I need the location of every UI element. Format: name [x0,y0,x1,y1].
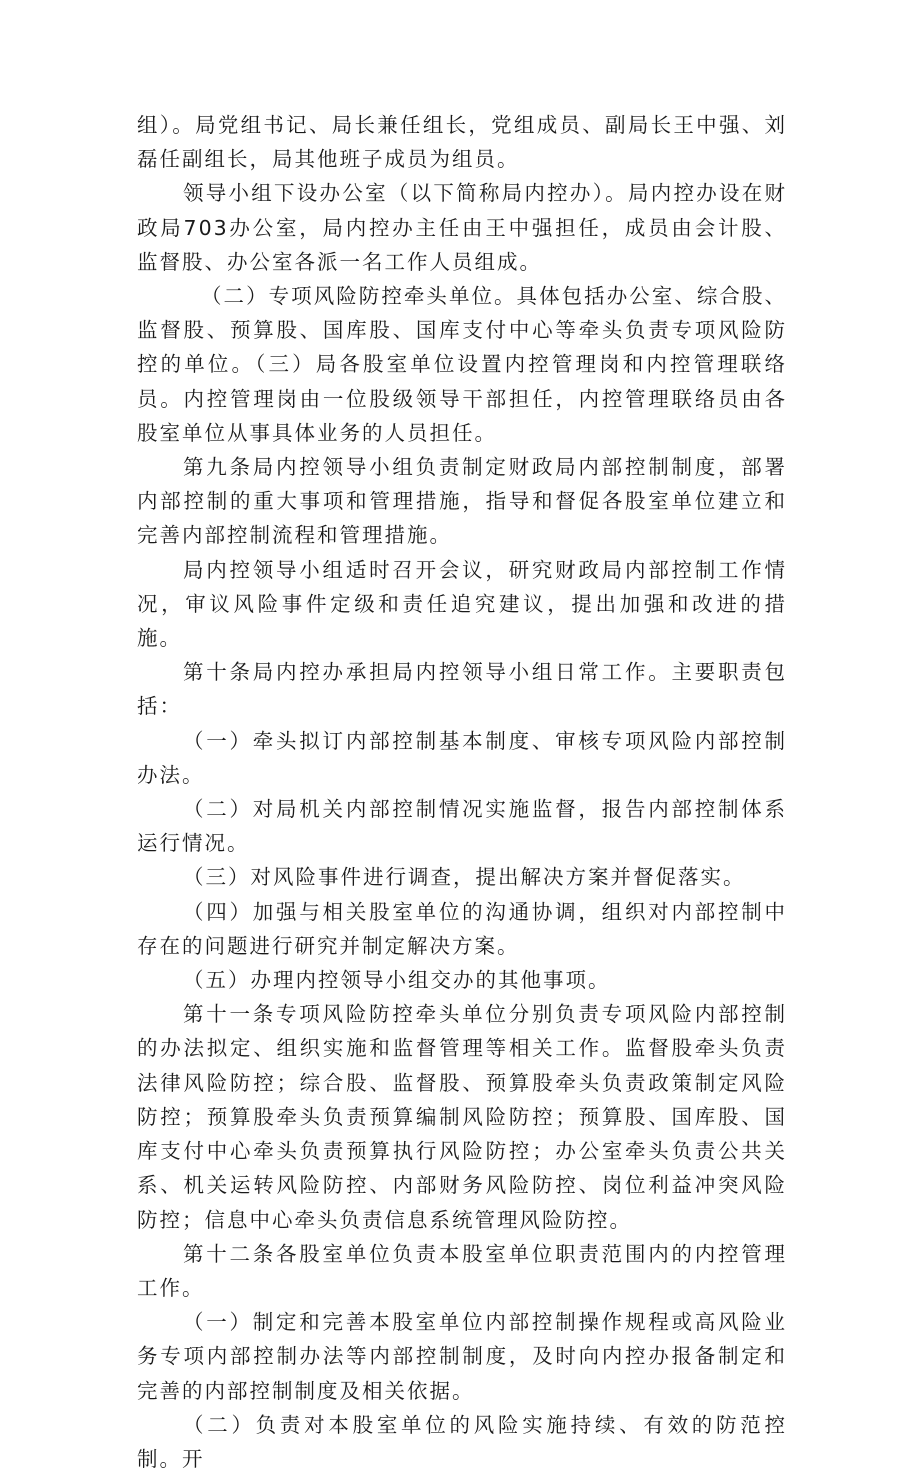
paragraph-article-10: 第十条局内控办承担局内控领导小组日常工作。主要职责包括： [137,660,787,719]
paragraph-duty-5: （五）办理内控领导小组交办的其他事项。 [183,968,611,993]
paragraph-duty-3: （三）对风险事件进行调查，提出解决方案并督促落实。 [183,865,746,890]
paragraph-duty-4: （四）加强与相关股室单位的沟通协调，组织对内部控制中存在的问题进行研究并制定解决方案。 [137,899,787,958]
paragraph-article-11: 第十一条专项风险防控牵头单位分别负责专项风险内部控制的办法拟定、组织实施和监督管理等相关工作。监督股牵头负责法律风险防控；综合股、监督股、预算股牵头负责政策制定风险防控；预算股牵头负责预算编制风险防控；预算股、国库股、国库支付中心牵头负责预算执行风险防控；办公室牵头负责公共关系、机关运转风险防控、内部财务风险防控、岗位利益冲突风险防控；信息中心牵头负责信息系统管理风险防控。 [137,1002,787,1232]
paragraph-leadership-group-continued: 组）。局党组书记、局长兼任组长，党组成员、副局长王中强、刘磊任副组长，局其他班子成员为组员。 [137,113,787,172]
paragraph-special-risk-units: （二）专项风险防控牵头单位。具体包括办公室、综合股、监督股、预算股、国库股、国库支付中心等牵头负责专项风险防控的单位。（三）局各股室单位设置内控管理岗和内控管理联络员。内控管理岗由一位股级领导干部担任，内控管理联络员由各股室单位从事具体业务的人员担任。 [137,284,787,445]
paragraph-duty-1: （一）牵头拟订内部控制基本制度、审核专项风险内部控制办法。 [137,728,787,787]
paragraph-article-12-item-1: （一）制定和完善本股室单位内部控制操作规程或高风险业务专项内部控制办法等内部控制制度，及时向内控办报备制定和完善的内部控制制度及相关依据。 [137,1310,787,1403]
paragraph-duty-2: （二）对局机关内部控制情况实施监督，报告内部控制体系运行情况。 [137,797,787,856]
paragraph-group-meetings: 局内控领导小组适时召开会议，研究财政局内部控制工作情况，审议风险事件定级和责任追究建议，提出加强和改进的措施。 [137,557,787,651]
paragraph-article-12-item-2: （二）负责对本股室单位的风险实施持续、有效的防范控制。开 [137,1412,787,1471]
paragraph-article-9: 第九条局内控领导小组负责制定财政局内部控制制度，部署内部控制的重大事项和管理措施，指导和督促各股室单位建立和完善内部控制流程和管理措施。 [137,455,787,548]
paragraph-internal-control-office: 领导小组下设办公室（以下简称局内控办）。局内控办设在财政局703办公室，局内控办主任由王中强担任，成员由会计股、监督股、办公室各派一名工作人员组成。 [137,181,787,274]
paragraph-article-12: 第十二条各股室单位负责本股室单位职责范围内的内控管理工作。 [137,1241,787,1300]
document-body [137,108,787,1476]
